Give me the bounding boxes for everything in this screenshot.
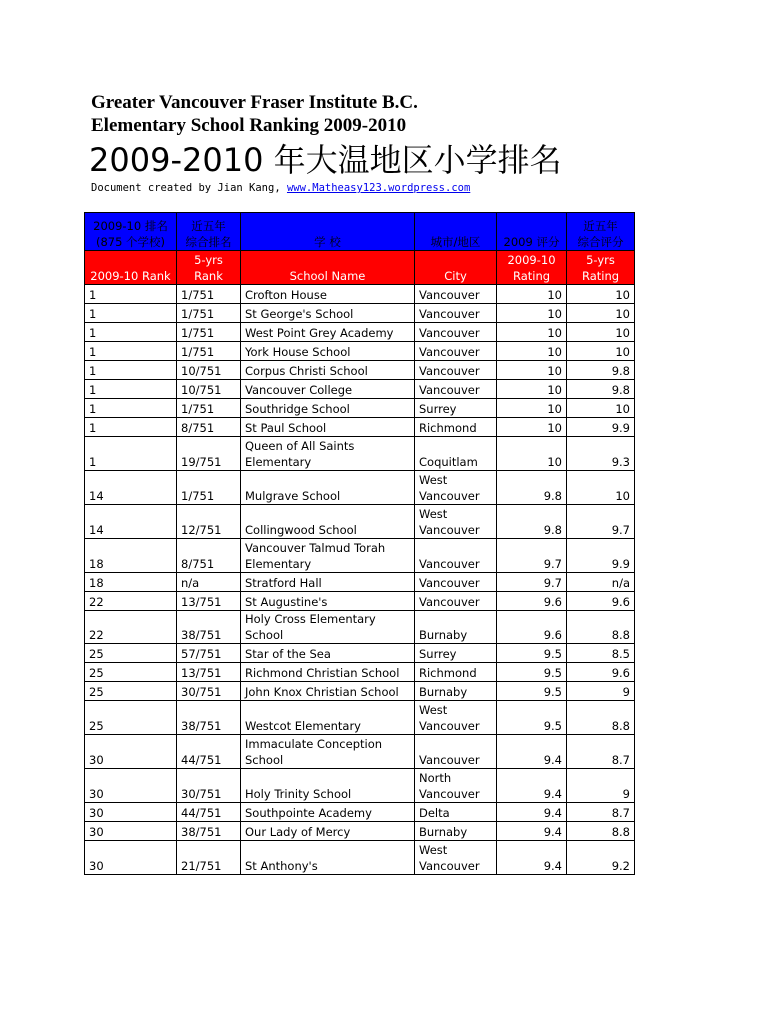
city-cell: Richmond bbox=[415, 418, 497, 437]
five-year-rating-cell: 9.8 bbox=[567, 361, 635, 380]
five-year-rating-cell: 8.5 bbox=[567, 644, 635, 663]
table-row bbox=[85, 539, 635, 573]
rank-cell: 14 bbox=[85, 505, 177, 539]
school-name-cell: West Point Grey Academy bbox=[241, 323, 415, 342]
header-label: 学 校 bbox=[314, 235, 341, 249]
rank-cell: 25 bbox=[85, 701, 177, 735]
city-cell: West Vancouver bbox=[415, 701, 497, 735]
header-cell bbox=[241, 251, 415, 285]
table-row bbox=[85, 701, 635, 735]
chinese-title: 2009-2010 年大温地区小学排名 bbox=[89, 141, 562, 179]
school-name-cell: Southridge School bbox=[241, 399, 415, 418]
rating-cell: 9.4 bbox=[497, 841, 567, 875]
header-cell bbox=[241, 213, 415, 251]
table-row bbox=[85, 323, 635, 342]
header-cell bbox=[497, 213, 567, 251]
five-year-rank-cell: 1/751 bbox=[177, 285, 241, 304]
table-row bbox=[85, 399, 635, 418]
rank-cell: 30 bbox=[85, 769, 177, 803]
table-row bbox=[85, 841, 635, 875]
city-cell: North Vancouver bbox=[415, 769, 497, 803]
document-title: Greater Vancouver Fraser Institute B.C. bbox=[91, 92, 418, 113]
credit-text: Document created by Jian Kang, bbox=[91, 182, 287, 194]
table-row bbox=[85, 803, 635, 822]
five-year-rating-cell: 8.8 bbox=[567, 701, 635, 735]
table-row bbox=[85, 505, 635, 539]
rank-cell: 18 bbox=[85, 573, 177, 592]
five-year-rating-cell: 8.7 bbox=[567, 803, 635, 822]
five-year-rating-cell: 9 bbox=[567, 769, 635, 803]
city-cell: Vancouver bbox=[415, 573, 497, 592]
city-cell: West Vancouver bbox=[415, 505, 497, 539]
rating-cell: 9.5 bbox=[497, 682, 567, 701]
five-year-rank-cell: 38/751 bbox=[177, 611, 241, 644]
city-cell: Vancouver bbox=[415, 380, 497, 399]
table-row bbox=[85, 471, 635, 505]
school-name-cell: Crofton House bbox=[241, 285, 415, 304]
rating-cell: 9.5 bbox=[497, 701, 567, 735]
rating-cell: 10 bbox=[497, 437, 567, 471]
school-name-cell: St Paul School bbox=[241, 418, 415, 437]
five-year-rating-cell: 10 bbox=[567, 471, 635, 505]
school-name-cell: John Knox Christian School bbox=[241, 682, 415, 701]
five-year-rank-cell: 8/751 bbox=[177, 418, 241, 437]
rating-cell: 10 bbox=[497, 304, 567, 323]
school-name-cell: Corpus Christi School bbox=[241, 361, 415, 380]
rank-cell: 30 bbox=[85, 803, 177, 822]
header-label: 近五年 综合排名 bbox=[185, 219, 232, 249]
five-year-rank-cell: 1/751 bbox=[177, 471, 241, 505]
table-row bbox=[85, 285, 635, 304]
rank-cell: 25 bbox=[85, 644, 177, 663]
five-year-rank-cell: 10/751 bbox=[177, 361, 241, 380]
rank-cell: 25 bbox=[85, 663, 177, 682]
five-year-rank-cell: 1/751 bbox=[177, 342, 241, 361]
five-year-rank-cell: 44/751 bbox=[177, 735, 241, 769]
rating-cell: 9.4 bbox=[497, 769, 567, 803]
table-row bbox=[85, 418, 635, 437]
school-name-cell: St Augustine's bbox=[241, 592, 415, 611]
rank-cell: 30 bbox=[85, 841, 177, 875]
five-year-rank-cell: 19/751 bbox=[177, 437, 241, 471]
city-cell: West Vancouver bbox=[415, 841, 497, 875]
school-name-cell: Mulgrave School bbox=[241, 471, 415, 505]
school-name-cell: Holy Trinity School bbox=[241, 769, 415, 803]
table-row bbox=[85, 573, 635, 592]
rank-cell: 1 bbox=[85, 361, 177, 380]
document-subtitle: Elementary School Ranking 2009-2010 bbox=[91, 115, 407, 136]
school-name-cell: Our Lady of Mercy bbox=[241, 822, 415, 841]
header-label: 5-yrs Rank bbox=[194, 253, 223, 283]
five-year-rating-cell: 10 bbox=[567, 285, 635, 304]
five-year-rank-cell: 1/751 bbox=[177, 304, 241, 323]
school-name-cell: Westcot Elementary bbox=[241, 701, 415, 735]
five-year-rating-cell: 9.2 bbox=[567, 841, 635, 875]
school-name-cell: Collingwood School bbox=[241, 505, 415, 539]
table-row bbox=[85, 644, 635, 663]
rank-cell: 1 bbox=[85, 399, 177, 418]
credit-line bbox=[91, 182, 470, 194]
ranking-table-body bbox=[85, 213, 635, 875]
five-year-rank-cell: 57/751 bbox=[177, 644, 241, 663]
header-label: 2009 评分 bbox=[503, 235, 560, 249]
five-year-rating-cell: 9.8 bbox=[567, 380, 635, 399]
rank-cell: 1 bbox=[85, 342, 177, 361]
city-cell: Vancouver bbox=[415, 304, 497, 323]
school-name-cell: Holy Cross Elementary School bbox=[241, 611, 415, 644]
rank-cell: 18 bbox=[85, 539, 177, 573]
five-year-rating-cell: 8.8 bbox=[567, 822, 635, 841]
five-year-rating-cell: 9.9 bbox=[567, 418, 635, 437]
rank-cell: 1 bbox=[85, 304, 177, 323]
table-row bbox=[85, 682, 635, 701]
ranking-table bbox=[84, 212, 635, 875]
school-name-cell: Queen of All Saints Elementary bbox=[241, 437, 415, 471]
rating-cell: 10 bbox=[497, 285, 567, 304]
school-name-cell: Immaculate Conception School bbox=[241, 735, 415, 769]
header-label: 近五年 综合评分 bbox=[577, 219, 624, 249]
city-cell: Burnaby bbox=[415, 822, 497, 841]
table-row bbox=[85, 437, 635, 471]
rank-cell: 1 bbox=[85, 437, 177, 471]
five-year-rating-cell: 9.6 bbox=[567, 592, 635, 611]
city-cell: Burnaby bbox=[415, 611, 497, 644]
five-year-rank-cell: n/a bbox=[177, 573, 241, 592]
header-cell bbox=[85, 251, 177, 285]
city-cell: Delta bbox=[415, 803, 497, 822]
five-year-rank-cell: 13/751 bbox=[177, 663, 241, 682]
school-name-cell: Southpointe Academy bbox=[241, 803, 415, 822]
rank-cell: 14 bbox=[85, 471, 177, 505]
five-year-rank-cell: 21/751 bbox=[177, 841, 241, 875]
header-label: 2009-10 Rank bbox=[90, 269, 171, 283]
table-row bbox=[85, 342, 635, 361]
table-row bbox=[85, 592, 635, 611]
five-year-rank-cell: 38/751 bbox=[177, 701, 241, 735]
five-year-rank-cell: 30/751 bbox=[177, 682, 241, 701]
school-name-cell: Richmond Christian School bbox=[241, 663, 415, 682]
header-row-chinese bbox=[85, 213, 635, 251]
rating-cell: 9.6 bbox=[497, 592, 567, 611]
header-row-english bbox=[85, 251, 635, 285]
five-year-rank-cell: 1/751 bbox=[177, 323, 241, 342]
table-row bbox=[85, 380, 635, 399]
city-cell: Vancouver bbox=[415, 735, 497, 769]
five-year-rating-cell: 9 bbox=[567, 682, 635, 701]
table-row bbox=[85, 663, 635, 682]
school-name-cell: St Anthony's bbox=[241, 841, 415, 875]
five-year-rating-cell: 10 bbox=[567, 323, 635, 342]
five-year-rating-cell: 9.3 bbox=[567, 437, 635, 471]
rating-cell: 9.7 bbox=[497, 539, 567, 573]
five-year-rank-cell: 10/751 bbox=[177, 380, 241, 399]
header-cell bbox=[415, 251, 497, 285]
rating-cell: 10 bbox=[497, 361, 567, 380]
city-cell: Vancouver bbox=[415, 361, 497, 380]
header-cell bbox=[497, 251, 567, 285]
school-name-cell: Star of the Sea bbox=[241, 644, 415, 663]
rank-cell: 1 bbox=[85, 323, 177, 342]
five-year-rank-cell: 44/751 bbox=[177, 803, 241, 822]
rating-cell: 9.4 bbox=[497, 735, 567, 769]
five-year-rating-cell: 9.6 bbox=[567, 663, 635, 682]
five-year-rating-cell: 10 bbox=[567, 399, 635, 418]
five-year-rating-cell: 10 bbox=[567, 342, 635, 361]
school-name-cell: Vancouver Talmud Torah Elementary bbox=[241, 539, 415, 573]
credit-link[interactable]: www.Matheasy123.wordpress.com bbox=[286, 182, 471, 194]
rank-cell: 1 bbox=[85, 380, 177, 399]
city-cell: Surrey bbox=[415, 644, 497, 663]
school-name-cell: St George's School bbox=[241, 304, 415, 323]
five-year-rank-cell: 38/751 bbox=[177, 822, 241, 841]
rating-cell: 10 bbox=[497, 399, 567, 418]
rank-cell: 1 bbox=[85, 418, 177, 437]
rating-cell: 9.7 bbox=[497, 573, 567, 592]
city-cell: West Vancouver bbox=[415, 471, 497, 505]
five-year-rank-cell: 30/751 bbox=[177, 769, 241, 803]
city-cell: Burnaby bbox=[415, 682, 497, 701]
school-name-cell: Vancouver College bbox=[241, 380, 415, 399]
rating-cell: 10 bbox=[497, 380, 567, 399]
five-year-rating-cell: 8.8 bbox=[567, 611, 635, 644]
rating-cell: 9.5 bbox=[497, 644, 567, 663]
city-cell: Vancouver bbox=[415, 285, 497, 304]
header-cell bbox=[567, 251, 635, 285]
header-label: 5-yrs Rating bbox=[581, 253, 620, 283]
five-year-rank-cell: 1/751 bbox=[177, 399, 241, 418]
rating-cell: 10 bbox=[497, 342, 567, 361]
rating-cell: 9.8 bbox=[497, 505, 567, 539]
rank-cell: 22 bbox=[85, 592, 177, 611]
five-year-rating-cell: 9.7 bbox=[567, 505, 635, 539]
rating-cell: 10 bbox=[497, 418, 567, 437]
five-year-rank-cell: 8/751 bbox=[177, 539, 241, 573]
header-cell bbox=[85, 213, 177, 251]
city-cell: Vancouver bbox=[415, 323, 497, 342]
table-row bbox=[85, 361, 635, 380]
rating-cell: 9.4 bbox=[497, 822, 567, 841]
five-year-rating-cell: 9.9 bbox=[567, 539, 635, 573]
city-cell: Surrey bbox=[415, 399, 497, 418]
table-row bbox=[85, 822, 635, 841]
rating-cell: 9.6 bbox=[497, 611, 567, 644]
header-cell bbox=[177, 251, 241, 285]
rating-cell: 9.8 bbox=[497, 471, 567, 505]
city-cell: Vancouver bbox=[415, 539, 497, 573]
rank-cell: 22 bbox=[85, 611, 177, 644]
five-year-rating-cell: 10 bbox=[567, 304, 635, 323]
five-year-rank-cell: 12/751 bbox=[177, 505, 241, 539]
rank-cell: 30 bbox=[85, 822, 177, 841]
header-label: 2009-10 排名 (875 个学校) bbox=[93, 219, 168, 249]
header-cell bbox=[415, 213, 497, 251]
five-year-rating-cell: n/a bbox=[567, 573, 635, 592]
rank-cell: 1 bbox=[85, 285, 177, 304]
table-row bbox=[85, 769, 635, 803]
five-year-rank-cell: 13/751 bbox=[177, 592, 241, 611]
city-cell: Richmond bbox=[415, 663, 497, 682]
school-name-cell: Stratford Hall bbox=[241, 573, 415, 592]
table-row bbox=[85, 611, 635, 644]
city-cell: Coquitlam bbox=[415, 437, 497, 471]
header-label: City bbox=[444, 269, 467, 283]
header-cell bbox=[177, 213, 241, 251]
table-row bbox=[85, 735, 635, 769]
header-cell bbox=[567, 213, 635, 251]
rating-cell: 9.5 bbox=[497, 663, 567, 682]
rank-cell: 25 bbox=[85, 682, 177, 701]
rating-cell: 9.4 bbox=[497, 803, 567, 822]
five-year-rating-cell: 8.7 bbox=[567, 735, 635, 769]
city-cell: Vancouver bbox=[415, 592, 497, 611]
rating-cell: 10 bbox=[497, 323, 567, 342]
city-cell: Vancouver bbox=[415, 342, 497, 361]
rank-cell: 30 bbox=[85, 735, 177, 769]
table-row bbox=[85, 304, 635, 323]
header-label: School Name bbox=[289, 269, 366, 283]
school-name-cell: York House School bbox=[241, 342, 415, 361]
header-label: 2009-10 Rating bbox=[507, 253, 556, 283]
header-label: 城市/地区 bbox=[430, 235, 481, 249]
